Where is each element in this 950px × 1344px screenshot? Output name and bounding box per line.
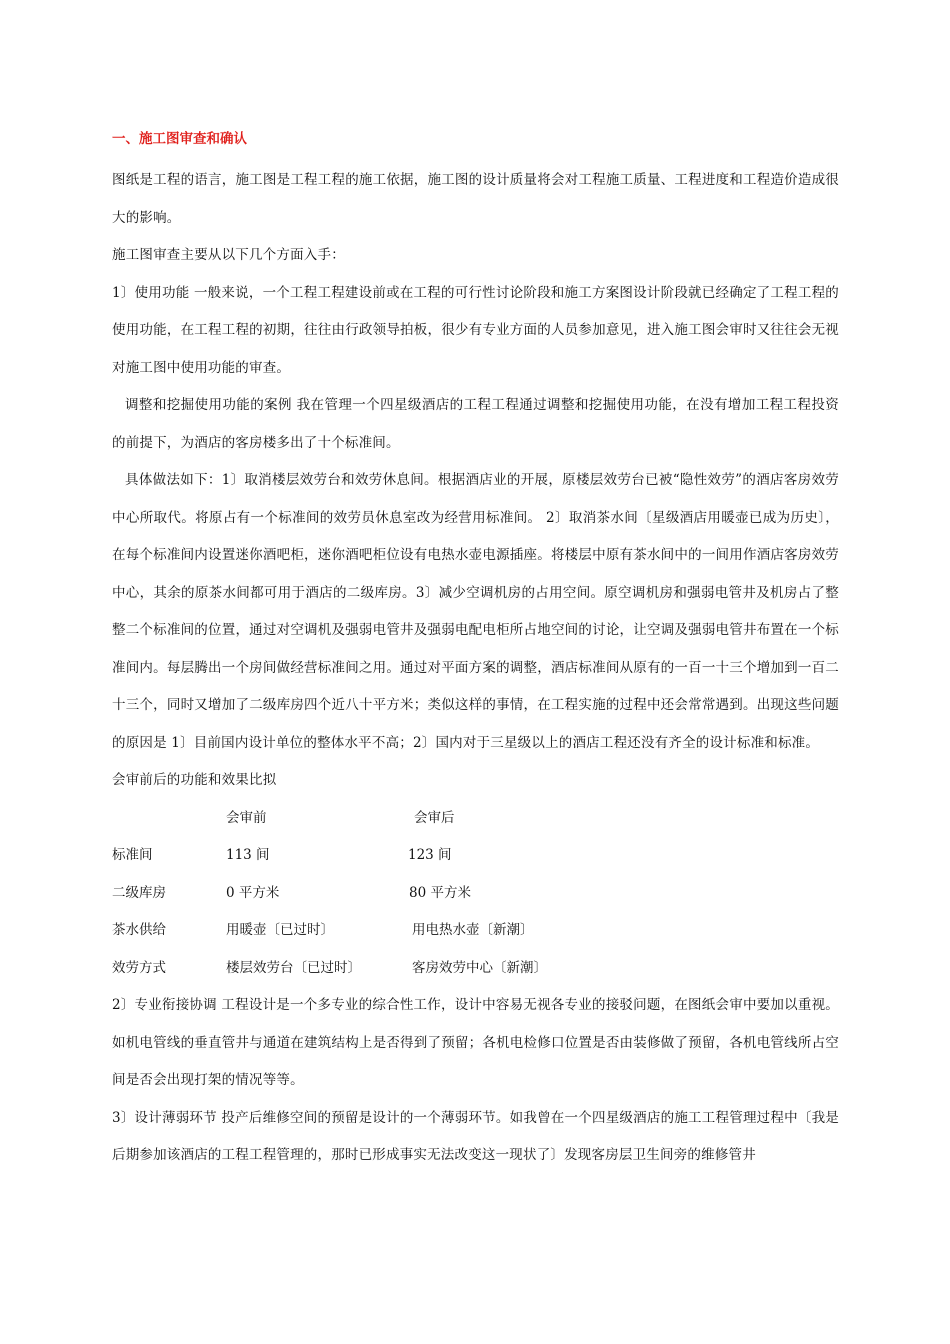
comparison-table [112,800,839,988]
table-cell: 123 间 [408,847,452,863]
table-cell: 80 平方米 [409,884,471,901]
paragraph-review-aspects: 施工图审查主要从以下几个方面入手： [112,247,345,263]
table-cell: 标准间 [112,847,153,863]
table-cell: 用暖壶〔已过时〕 [226,922,334,938]
table-cell: 客房效劳中心〔新潮〕 [412,959,547,976]
table-row [112,837,839,875]
table-cell: 楼层效劳台〔已过时〕 [226,959,361,976]
table-cell: 茶水供给 [112,922,166,938]
table-row [112,912,839,950]
table-row [112,950,839,988]
paragraph-intro: 图纸是工程的语言，施工图是工程工程的施工依据，施工图的设计质量将会对工程施工质量、工程进度和工程造价造成很大的影响。 [112,172,839,226]
table-header-cell: 会审后 [414,809,455,826]
paragraph-comparison-title: 会审前后的功能和效果比拟 [112,772,277,788]
paragraph-method: 具体做法如下：1〕取消楼层效劳台和效劳休息间。根据酒店业的开展，原楼层效劳台已被“隐性效劳”的酒店客房效劳中心所取代。将原占有一个标准间的效劳员休息室改为经营用标准间。 2〕取消茶水间〔星级酒店用暖壶已成为历史〕，在每个标准间内设置迷你酒吧柜，迷你酒吧柜位设有电热水壶电源插座。将楼层中原有茶水间中的一间用作酒店客房效劳中心，其余的原茶水间都可用于酒店的二级库房。3〕减少空调机房的占用空间。原空调机房和强弱电管井及机房占了整整二个标准间的位置，通过对空调机及强弱电管井及强弱电配电柜所占地空间的讨论，让空调及强弱电管井布置在一个标准间内。每层腾出一个房间做经营标准间之用。通过对平面方案的调整，酒店标准间从原有的一百一十三个增加到一百二十三个，同时又增加了二级库房四个近八十平方米；类似这样的事情，在工程实施的过程中还会常常遇到。出现这些问题的原因是 1〕目前国内设计单位的整体水平不高；2〕国内对于三星级以上的酒店工程还没有齐全的设计标准和标准。 [112,472,839,751]
table-row [112,875,839,913]
paragraph-weak-link: 3〕设计薄弱环节 投产后维修空间的预留是设计的一个薄弱环节。如我曾在一个四星级酒店的施工工程管理过程中〔我是后期参加该酒店的工程工程管理的，那时已形成事实无法改变这一现状了〕发现客房层卫生间旁的维修管井 [112,1109,839,1163]
paragraph-coordination: 2〕专业衔接协调 工程设计是一个多专业的综合性工作，设计中容易无视各专业的接驳问题，在图纸会审中要加以重视。如机电管线的垂直管井与通道在建筑结构上是否得到了预留；各机电检修口位置是否由装修做了预留，各机电管线所占空间是否会出现打架的情况等等。 [112,997,839,1088]
table-header-row [112,800,839,838]
table-cell: 113 间 [226,847,270,863]
table-cell: 0 平方米 [226,884,280,901]
section-heading: 一、施工图审查和确认 [112,131,247,147]
table-header-cell: 会审前 [226,809,267,826]
table-cell: 效劳方式 [112,959,166,976]
document-body [112,124,839,1175]
table-cell: 二级库房 [112,884,166,901]
paragraph-usage-function: 1〕使用功能 一般来说，一个工程工程建设前或在工程的可行性讨论阶段和施工方案图设计阶段就已经确定了工程工程的使用功能，在工程工程的初期，往往由行政领导拍板，很少有专业方面的人员参加意见，进入施工图会审时又往往会无视对施工图中使用功能的审查。 [112,284,839,376]
table-cell: 用电热水壶〔新潮〕 [412,922,534,938]
paragraph-case: 调整和挖掘使用功能的案例 我在管理一个四星级酒店的工程工程通过调整和挖掘使用功能，在没有增加工程工程投资的前提下，为酒店的客房楼多出了十个标准间。 [112,397,839,451]
